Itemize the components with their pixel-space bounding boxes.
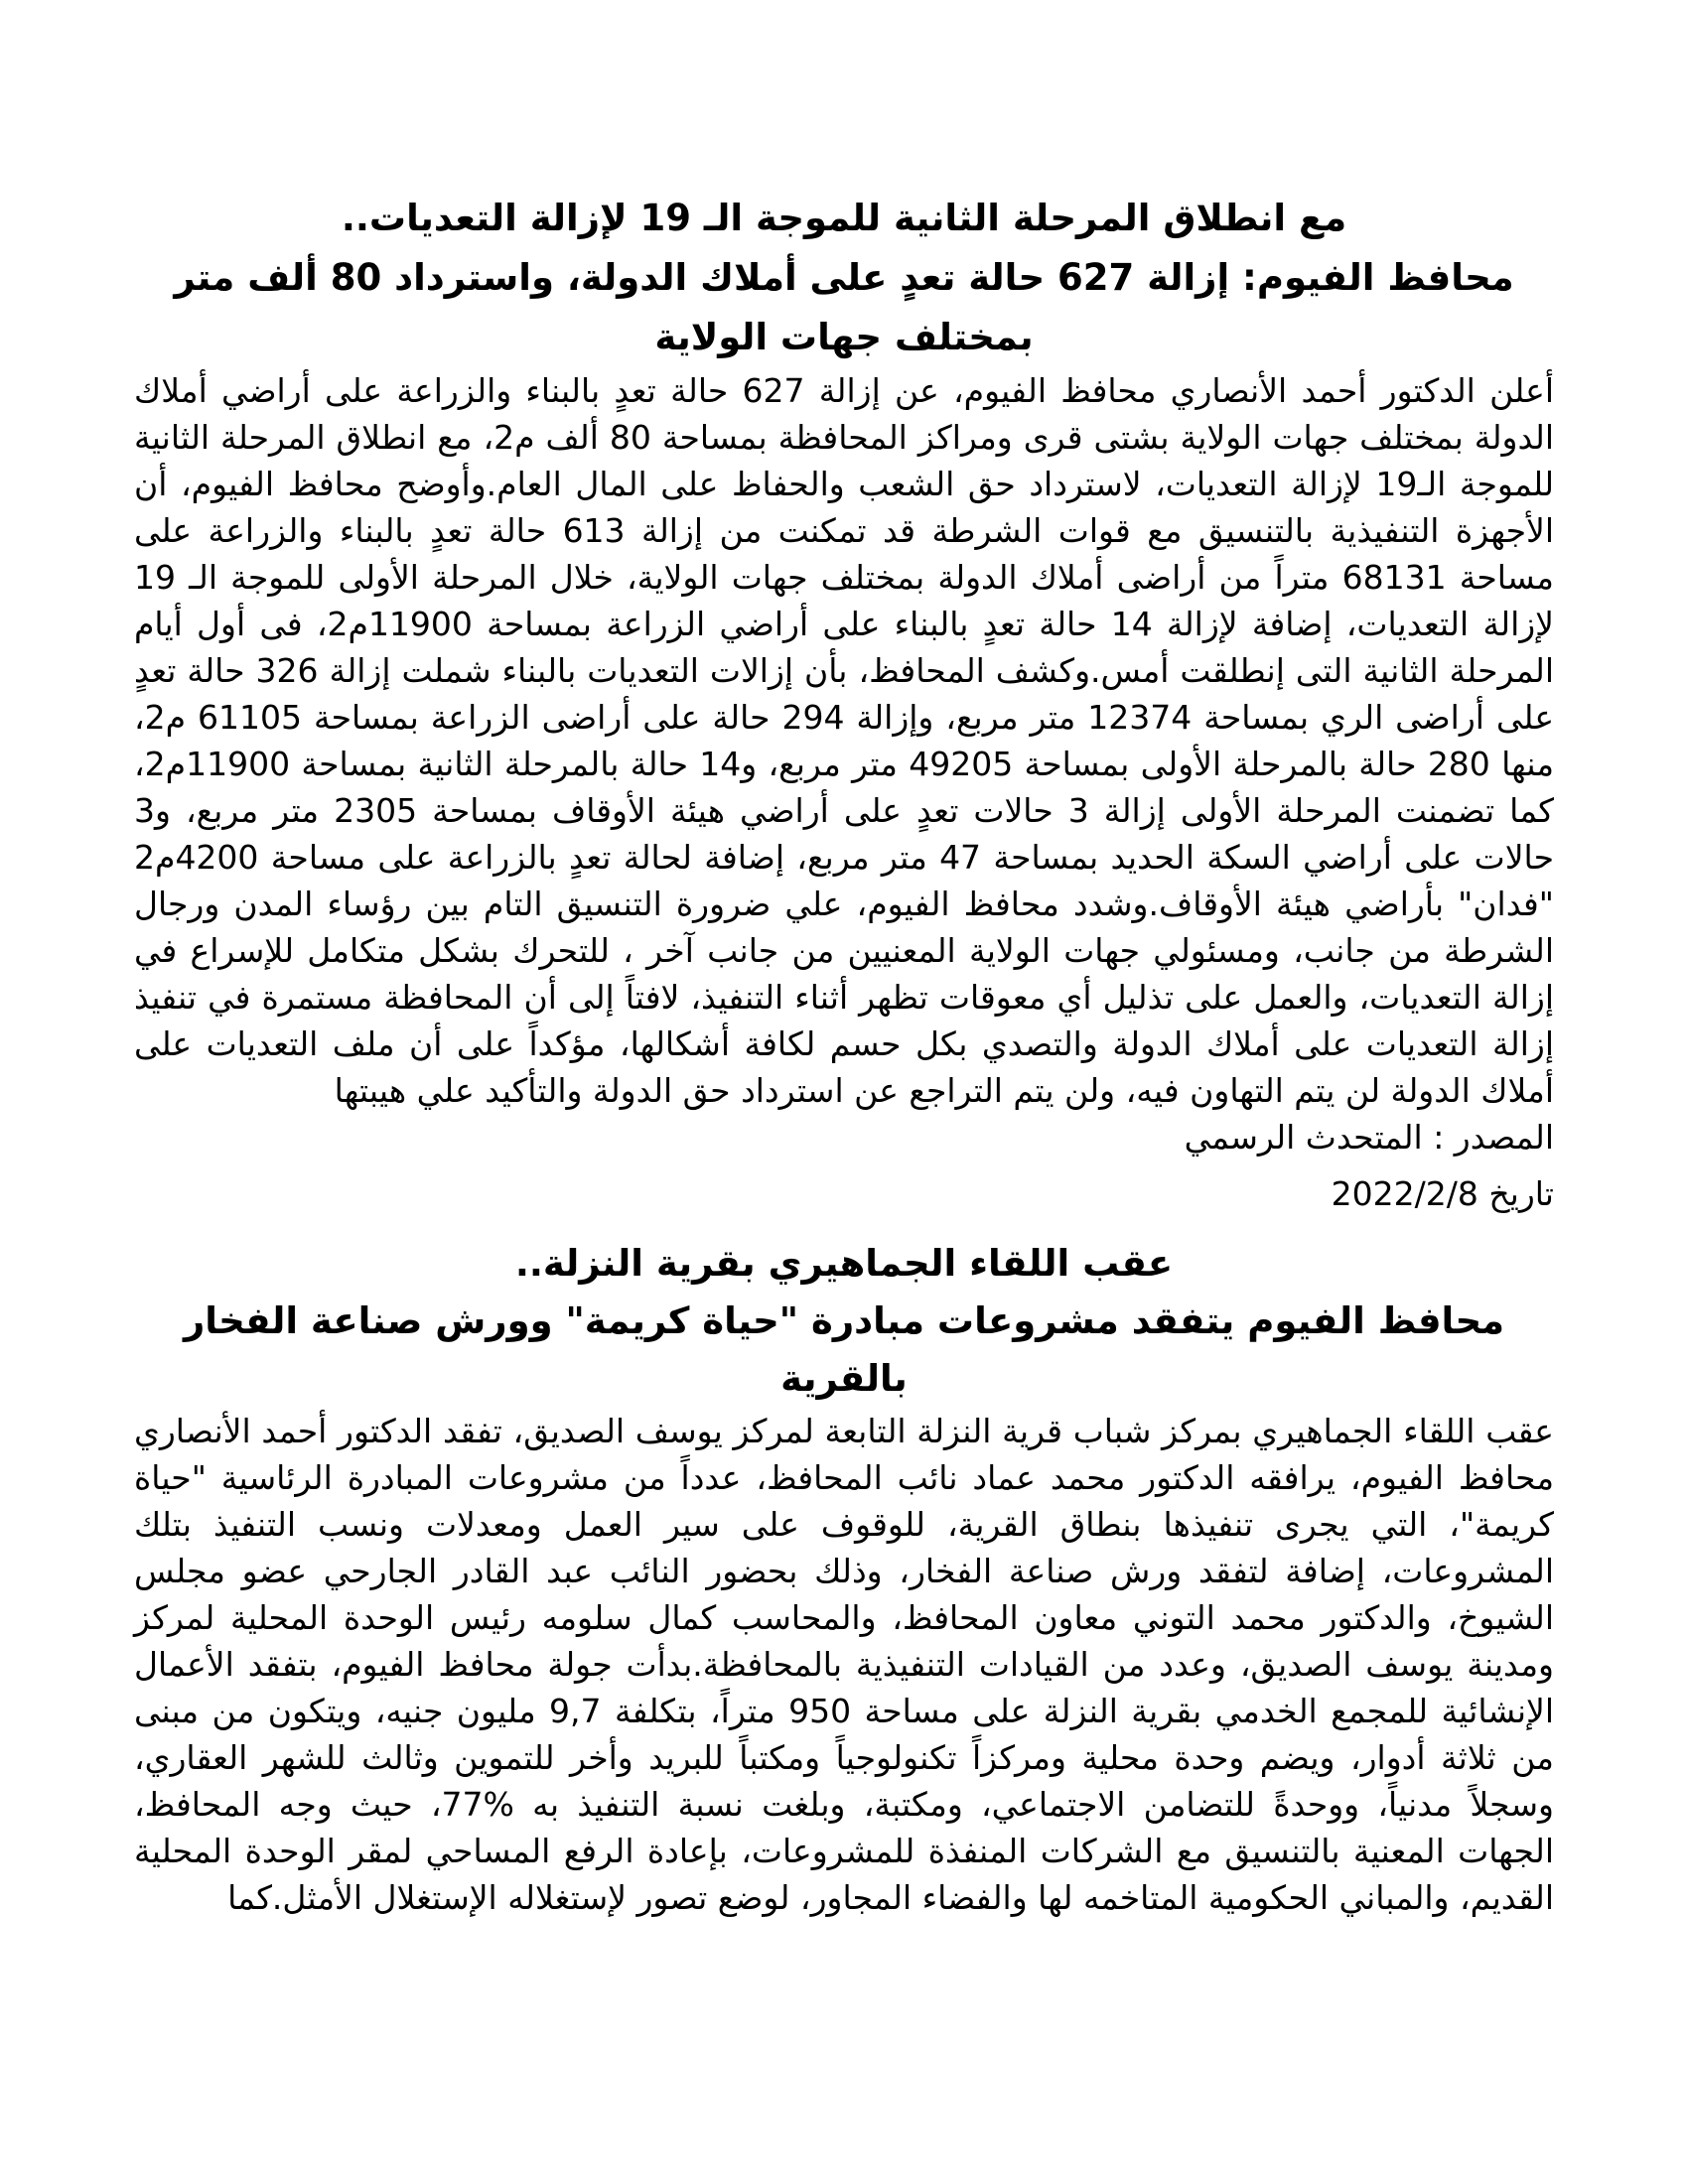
article-2-title-line-2: محافظ الفيوم يتفقد مشروعات مبادرة "حياة كريمة" وورش صناعة الفخار	[183, 1299, 1505, 1342]
article-2	[134, 1235, 1554, 1921]
article-1-title	[134, 189, 1554, 367]
article-1-date-line: تاريخ 2022/2/8	[1331, 1174, 1554, 1213]
article-1-title-line-2: محافظ الفيوم: إزالة 627 حالة تعدٍ على أملاك الدولة، واسترداد 80 ألف متر	[174, 256, 1514, 299]
article-2-title-line-3: بالقرية	[780, 1357, 908, 1400]
article-2-title	[134, 1235, 1554, 1408]
article-1-title-line-3: بمختلف جهات الولاية	[654, 316, 1034, 358]
article-1-title-line-1: مع انطلاق المرحلة الثانية للموجة الـ 19 لإزالة التعديات..	[341, 197, 1347, 239]
article-1-source-line: المصدر : المتحدث الرسمي	[1184, 1118, 1554, 1157]
article-2-title-line-1: عقب اللقاء الجماهيري بقرية النزلة..	[514, 1242, 1174, 1285]
article-1	[134, 189, 1554, 1217]
article-2-body: عقب اللقاء الجماهيري بمركز شباب قرية النزلة التابعة لمركز يوسف الصديق، تفقد الدكتور أحمد الأنصاري محافظ الفيوم، يرافقه الدكتور محمد عماد نائب المحافظ، عدداً من مشروعات المبادرة الرئاسية "حياة كريمة"، التي يجرى تنفيذها بنطاق القرية، للوقوف على سير العمل ومعدلات ونسب التنفيذ بتلك المشروعات، إضافة لتفقد ورش صناعة الفخار، وذلك بحضور النائب عبد القادر الجارحي عضو مجلس الشيوخ، والدكتور محمد التوني معاون المحافظ، والمحاسب كمال سلومه رئيس الوحدة المحلية لمركز ومدينة يوسف الصديق، وعدد من القيادات التنفيذية بالمحافظة.بدأت جولة محافظ الفيوم، بتفقد الأعمال الإنشائية للمجمع الخدمي بقرية النزلة على مساحة 950 متراً، بتكلفة 9,7 مليون جنيه، ويتكون من مبنى من ثلاثة أدوار، ويضم وحدة محلية ومركزاً تكنولوجياً ومكتباً للبريد وأخر للتموين وثالث للشهر العقاري، وسجلاً مدنياً، ووحدةً للتضامن الاجتماعي، ومكتبة، وبلغت نسبة التنفيذ به %77، حيث وجه المحافظ، الجهات المعنية بالتنسيق مع الشركات المنفذة للمشروعات، بإعادة الرفع المساحي لمقر الوحدة المحلية القديم، والمباني الحكومية المتاخمه لها والفضاء المجاور، لوضع تصور لإستغلاله الإستغلال الأمثل.كما	[134, 1412, 1554, 1917]
article-1-body: أعلن الدكتور أحمد الأنصاري محافظ الفيوم، عن إزالة 627 حالة تعدٍ بالبناء والزراعة على أراضي أملاك الدولة بمختلف جهات الولاية بشتى قرى ومراكز المحافظة بمساحة 80 ألف م2، مع انطلاق المرحلة الثانية للموجة الـ19 لإزالة التعديات، لاسترداد حق الشعب والحفاظ على المال العام.وأوضح محافظ الفيوم، أن الأجهزة التنفيذية بالتنسيق مع قوات الشرطة قد تمكنت من إزالة 613 حالة تعدٍ بالبناء والزراعة على مساحة 68131 متراً من أراضى أملاك الدولة بمختلف جهات الولاية، خلال المرحلة الأولى للموجة الـ 19 لإزالة التعديات، إضافة لإزالة 14 حالة تعدٍ بالبناء على أراضي الزراعة بمساحة 11900م2، فى أول أيام المرحلة الثانية التى إنطلقت أمس.وكشف المحافظ، بأن إزالات التعديات بالبناء شملت إزالة 326 حالة تعدٍ على أراضى الري بمساحة 12374 متر مربع، وإزالة 294 حالة على أراضى الزراعة بمساحة 61105 م2، منها 280 حالة بالمرحلة الأولى بمساحة 49205 متر مربع، و14 حالة بالمرحلة الثانية بمساحة 11900م2، كما تضمنت المرحلة الأولى إزالة 3 حالات تعدٍ على أراضي هيئة الأوقاف بمساحة 2305 متر مربع، و3 حالات على أراضي السكة الحديد بمساحة 47 متر مربع، إضافة لحالة تعدٍ بالزراعة على مساحة 4200م2 "فدان" بأراضي هيئة الأوقاف.وشدد محافظ الفيوم، علي ضرورة التنسيق التام بين رؤساء المدن ورجال الشرطة من جانب، ومسئولي جهات الولاية المعنيين من جانب آخر ، للتحرك بشكل متكامل للإسراع في إزالة التعديات، والعمل على تذليل أي معوقات تظهر أثناء التنفيذ، لافتاً إلى أن المحافظة مستمرة في تنفيذ إزالة التعديات على أملاك الدولة والتصدي بكل حسم لكافة أشكالها، مؤكداً على أن ملف التعديات على أملاك الدولة لن يتم التهاون فيه، ولن يتم التراجع عن استرداد حق الدولة والتأكيد علي هيبتها	[134, 371, 1555, 1110]
